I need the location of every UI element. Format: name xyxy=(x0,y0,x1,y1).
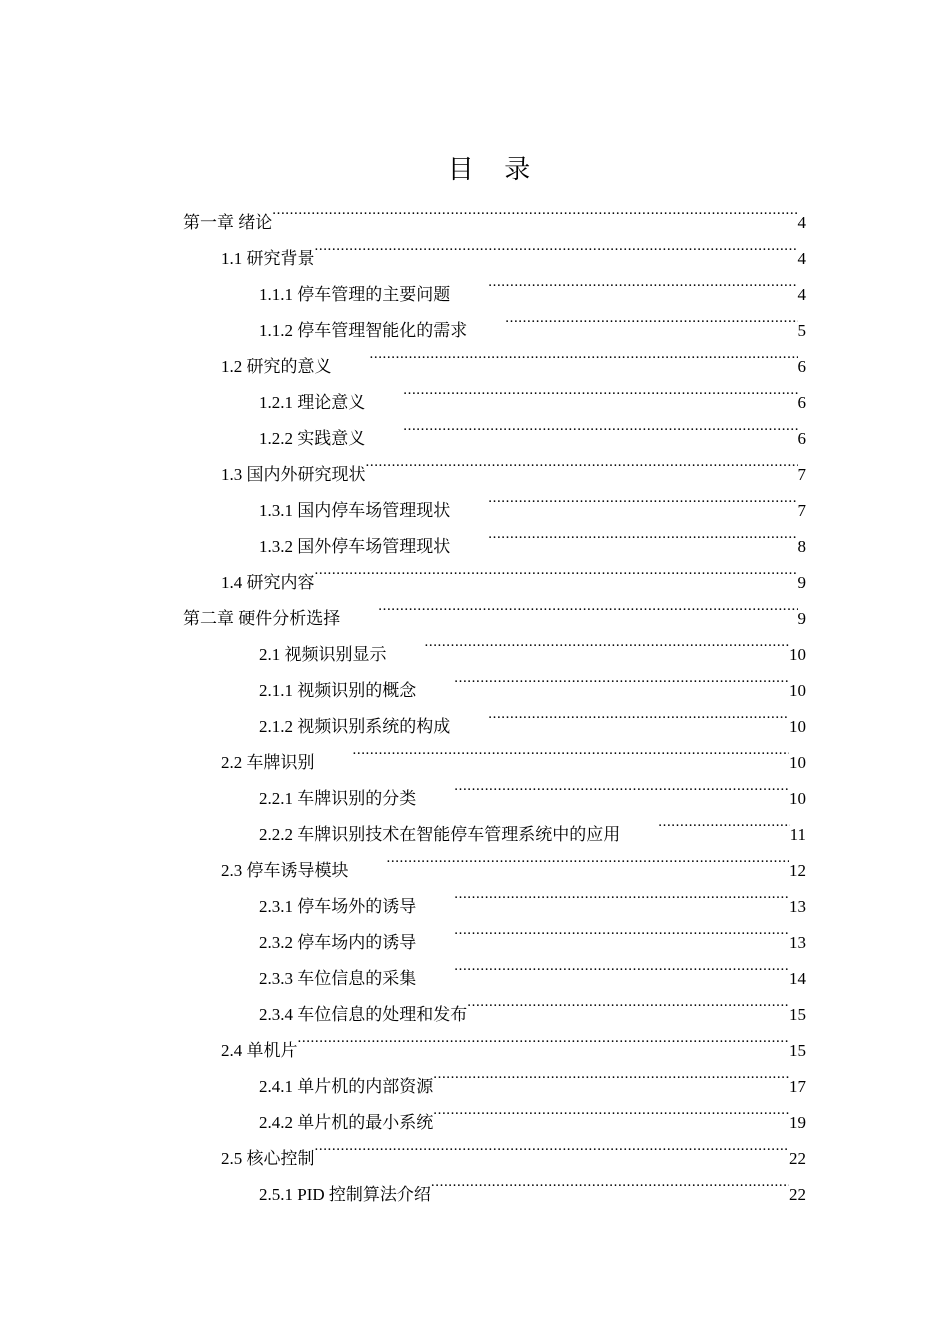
dot-leader xyxy=(488,480,797,516)
toc-entry-label: 1.3.1 国内停车场管理现状 xyxy=(259,501,451,520)
toc-entry[interactable] xyxy=(259,984,806,1024)
toc-page-number: 19 xyxy=(789,1113,806,1132)
toc-entry-label: 第二章 硬件分析选择 xyxy=(183,609,341,628)
toc-entry[interactable] xyxy=(259,408,806,448)
toc-page-number: 14 xyxy=(789,969,806,988)
toc-entry-label: 1.1.1 停车管理的主要问题 xyxy=(259,285,451,304)
dot-leader xyxy=(370,336,798,372)
dot-leader xyxy=(488,264,797,300)
toc-entry[interactable] xyxy=(221,336,806,376)
toc-entry[interactable] xyxy=(259,1056,806,1096)
dot-leader xyxy=(403,372,797,408)
dot-leader xyxy=(431,1164,789,1200)
dot-leader xyxy=(298,1020,790,1056)
toc-entry[interactable] xyxy=(221,228,806,268)
dot-leader xyxy=(387,840,790,876)
dot-leader xyxy=(378,588,797,624)
toc-entry-label: 1.3 国内外研究现状 xyxy=(221,465,366,484)
toc-entry[interactable] xyxy=(183,192,806,232)
dot-leader xyxy=(488,516,797,552)
toc-entry-label: 2.2 车牌识别 xyxy=(221,753,315,772)
dot-leader xyxy=(467,984,789,1020)
toc-entry-label: 2.1 视频识别显示 xyxy=(259,645,387,664)
toc-page-number: 6 xyxy=(797,393,806,412)
dot-leader xyxy=(488,696,789,732)
toc-page-number: 10 xyxy=(789,645,806,664)
toc-entry[interactable] xyxy=(259,948,806,988)
toc-entry-label: 2.3.4 车位信息的处理和发布 xyxy=(259,1005,468,1024)
toc-entry[interactable] xyxy=(221,1020,806,1060)
dot-leader xyxy=(353,732,790,768)
toc-entry[interactable] xyxy=(259,264,806,304)
toc-page-number: 9 xyxy=(797,573,806,592)
toc-entry-label: 2.3.1 停车场外的诱导 xyxy=(259,897,417,916)
toc-page-number: 4 xyxy=(797,285,806,304)
toc-page-number: 10 xyxy=(789,717,806,736)
toc-page-number: 15 xyxy=(789,1041,806,1060)
dot-leader xyxy=(433,1056,789,1092)
toc-entry-label: 1.1.2 停车管理智能化的需求 xyxy=(259,321,468,340)
toc-entry[interactable] xyxy=(259,876,806,916)
toc-page-number: 13 xyxy=(789,933,806,952)
toc-entry[interactable] xyxy=(259,804,806,844)
toc-entry-label: 1.2.1 理论意义 xyxy=(259,393,366,412)
toc-page-number: 6 xyxy=(797,357,806,376)
dot-leader xyxy=(403,408,797,444)
dot-leader xyxy=(433,1092,789,1128)
dot-leader xyxy=(454,660,789,696)
toc-page-number: 9 xyxy=(797,609,806,628)
toc-entry[interactable] xyxy=(259,768,806,808)
toc-page-number: 11 xyxy=(789,825,806,844)
toc-entry-label: 1.1 研究背景 xyxy=(221,249,315,268)
dot-leader xyxy=(315,552,798,588)
toc-page-number: 22 xyxy=(789,1185,806,1204)
toc-page-number: 15 xyxy=(789,1005,806,1024)
toc-entry[interactable] xyxy=(259,912,806,952)
toc-entry-label: 2.3.3 车位信息的采集 xyxy=(259,969,417,988)
toc-page-number: 22 xyxy=(789,1149,806,1168)
toc-entry-label: 2.1.1 视频识别的概念 xyxy=(259,681,417,700)
dot-leader xyxy=(454,912,789,948)
dot-leader xyxy=(272,192,797,228)
toc-page-number: 7 xyxy=(797,501,806,520)
toc-page-number: 10 xyxy=(789,753,806,772)
dot-leader xyxy=(454,876,789,912)
toc-entry[interactable] xyxy=(259,372,806,412)
toc-title: 目 录 xyxy=(447,155,543,184)
toc-entry[interactable] xyxy=(259,1092,806,1132)
toc-entry-label: 2.5 核心控制 xyxy=(221,1149,315,1168)
toc-page-number: 17 xyxy=(789,1077,806,1096)
dot-leader xyxy=(425,624,790,660)
dot-leader xyxy=(315,1128,790,1164)
toc-page-number: 7 xyxy=(797,465,806,484)
toc-entry[interactable] xyxy=(259,300,806,340)
toc-entry-label: 2.4 单机片 xyxy=(221,1041,298,1060)
toc-entry-label: 2.3 停车诱导模块 xyxy=(221,861,349,880)
toc-entry[interactable] xyxy=(259,1164,806,1204)
toc-entry-label: 2.2.1 车牌识别的分类 xyxy=(259,789,417,808)
toc-entry-label: 2.5.1 PID 控制算法介绍 xyxy=(259,1185,431,1204)
toc-page-number: 12 xyxy=(789,861,806,880)
toc-entry[interactable] xyxy=(221,1128,806,1168)
toc-entry-label: 2.1.2 视频识别系统的构成 xyxy=(259,717,451,736)
toc-page-number: 4 xyxy=(797,213,806,232)
toc-page-number: 10 xyxy=(789,789,806,808)
dot-leader xyxy=(658,804,789,840)
toc-entry-label: 2.2.2 车牌识别技术在智能停车管理系统中的应用 xyxy=(259,825,621,844)
toc-entry[interactable] xyxy=(259,660,806,700)
dot-leader xyxy=(315,228,798,264)
toc-entry[interactable] xyxy=(259,696,806,736)
toc-page-number: 10 xyxy=(789,681,806,700)
toc-entry[interactable] xyxy=(221,840,806,880)
toc-entry-label: 第一章 绪论 xyxy=(183,213,273,232)
toc-page-number: 8 xyxy=(797,537,806,556)
toc-entry[interactable] xyxy=(221,732,806,772)
toc-entry-label: 1.2.2 实践意义 xyxy=(259,429,366,448)
toc-entry-label: 2.3.2 停车场内的诱导 xyxy=(259,933,417,952)
toc-entry[interactable] xyxy=(259,516,806,556)
toc-entry-label: 1.2 研究的意义 xyxy=(221,357,332,376)
toc-entry[interactable] xyxy=(221,552,806,592)
toc-entry-label: 1.3.2 国外停车场管理现状 xyxy=(259,537,451,556)
toc-entry[interactable] xyxy=(221,444,806,484)
toc-entry[interactable] xyxy=(259,480,806,520)
dot-leader xyxy=(366,444,798,480)
dot-leader xyxy=(505,300,797,336)
toc-entry[interactable] xyxy=(183,588,806,628)
toc-page-number: 5 xyxy=(797,321,806,340)
toc-entry-label: 2.4.2 单片机的最小系统 xyxy=(259,1113,434,1132)
dot-leader xyxy=(454,948,789,984)
toc-entry-label: 2.4.1 单片机的内部资源 xyxy=(259,1077,434,1096)
toc-entry[interactable] xyxy=(259,624,806,664)
toc-page-number: 4 xyxy=(797,249,806,268)
toc-page-number: 6 xyxy=(797,429,806,448)
dot-leader xyxy=(454,768,789,804)
toc-page-number: 13 xyxy=(789,897,806,916)
toc-entry-label: 1.4 研究内容 xyxy=(221,573,315,592)
